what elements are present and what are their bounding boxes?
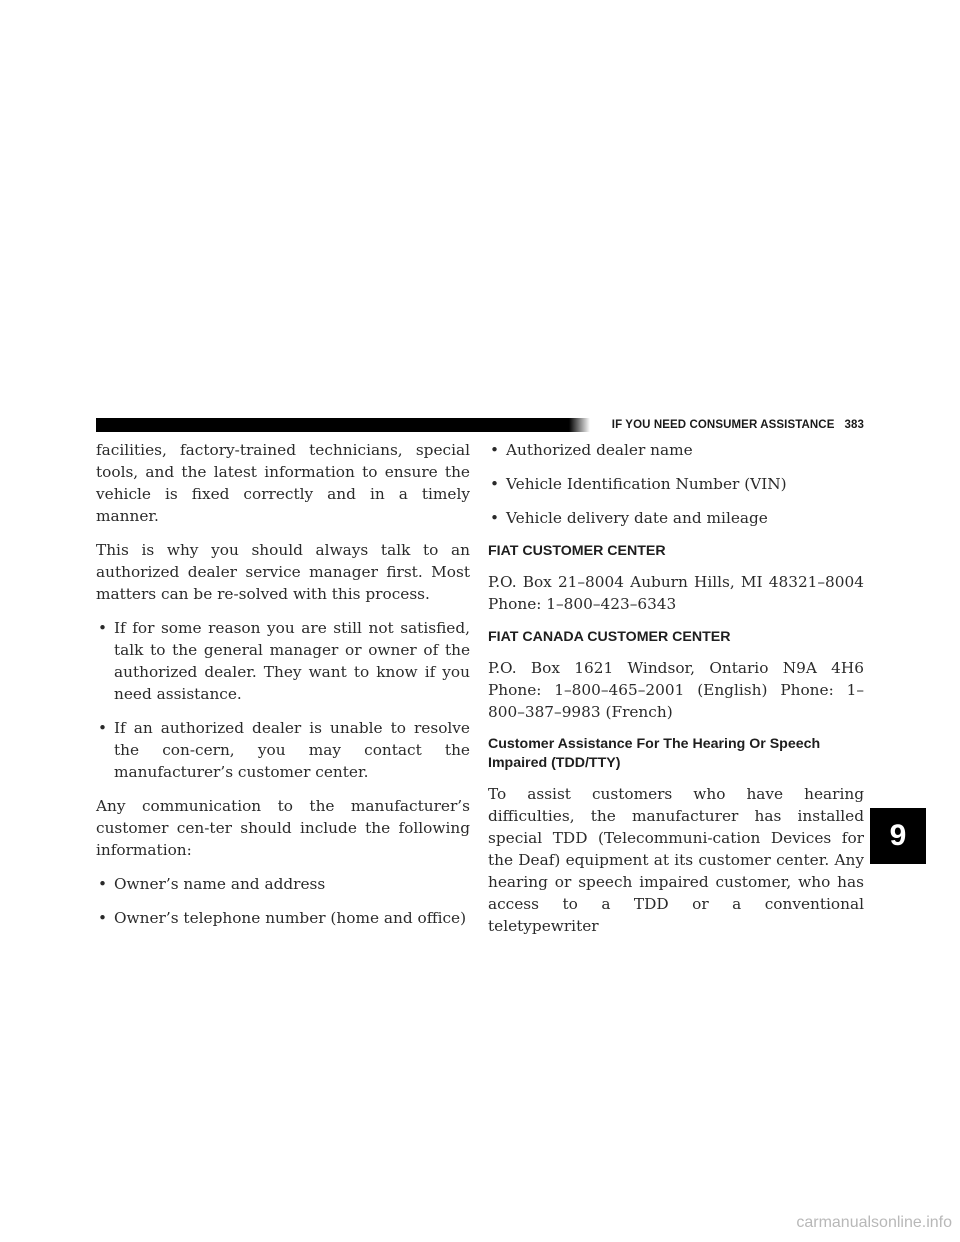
bullet-icon: • xyxy=(98,909,108,927)
bullet-icon: • xyxy=(490,441,500,459)
heading-fiat-customer-center: FIAT CUSTOMER CENTER xyxy=(488,543,666,559)
list-item xyxy=(488,473,864,495)
list-item-text: Authorized dealer name xyxy=(506,441,693,459)
list-item xyxy=(488,439,864,461)
header-rule-taper xyxy=(560,418,590,432)
left-paragraph-2: This is why you should always talk to an authorized dealer service manager first. Most matters can be re-solved with this process. xyxy=(96,541,470,603)
list-item xyxy=(488,507,864,529)
right-column xyxy=(488,439,864,949)
list-item xyxy=(96,617,470,705)
left-column xyxy=(96,439,470,941)
header-rule xyxy=(96,418,570,432)
section-title: IF YOU NEED CONSUMER ASSISTANCE xyxy=(611,419,835,431)
running-header xyxy=(592,419,864,431)
bullet-icon: • xyxy=(98,875,108,893)
list-item-text: Vehicle delivery date and mileage xyxy=(506,509,768,527)
bullet-icon: • xyxy=(490,509,500,527)
list-item-text: Vehicle Identification Number (VIN) xyxy=(506,475,787,493)
fiat-canada-address: P.O. Box 1621 Windsor, Ontario N9A 4H6 Phone: 1–800–465–2001 (English) Phone: 1–800–387–9983 (French) xyxy=(488,659,864,721)
left-paragraph-1: facilities, factory-trained technicians, special tools, and the latest information to ensure the vehicle is fixed correctly and in a timely manner. xyxy=(96,441,470,525)
heading-hearing-impaired: Customer Assistance For The Hearing Or Speech Impaired (TDD/TTY) xyxy=(488,736,821,771)
fiat-center-address: P.O. Box 21–8004 Auburn Hills, MI 48321–8004 Phone: 1–800–423–6343 xyxy=(488,573,864,613)
bullet-icon: • xyxy=(490,475,500,493)
left-bullet-list-1 xyxy=(96,617,470,783)
list-item-text: If an authorized dealer is unable to resolve the con-cern, you may contact the manufacturer’s customer center. xyxy=(114,719,470,781)
list-item xyxy=(96,873,470,895)
right-bullet-list xyxy=(488,439,864,529)
list-item-text: If for some reason you are still not satisfied, talk to the general manager or owner of the authorized dealer. They want to know if you need assistance. xyxy=(114,619,470,703)
bullet-icon: • xyxy=(98,619,108,637)
bullet-icon: • xyxy=(98,719,108,737)
list-item xyxy=(96,907,470,929)
list-item-text: Owner’s telephone number (home and office) xyxy=(114,909,467,927)
list-item-text: Owner’s name and address xyxy=(114,875,326,893)
page-number: 383 xyxy=(844,419,864,431)
chapter-tab: 9 xyxy=(870,808,926,864)
watermark: carmanualsonline.info xyxy=(796,1214,952,1231)
left-paragraph-3: Any communication to the manufacturer’s customer cen-ter should include the following information: xyxy=(96,797,470,859)
list-item xyxy=(96,717,470,783)
left-bullet-list-2 xyxy=(96,873,470,929)
heading-fiat-canada-customer-center: FIAT CANADA CUSTOMER CENTER xyxy=(488,629,731,645)
tdd-paragraph: To assist customers who have hearing difficulties, the manufacturer has installed special TDD (Telecommuni-cation Devices for the Deaf) equipment at its customer center. Any hearing or speech impaired customer, who has access to a TDD or a conventional teletypewriter xyxy=(488,785,864,935)
